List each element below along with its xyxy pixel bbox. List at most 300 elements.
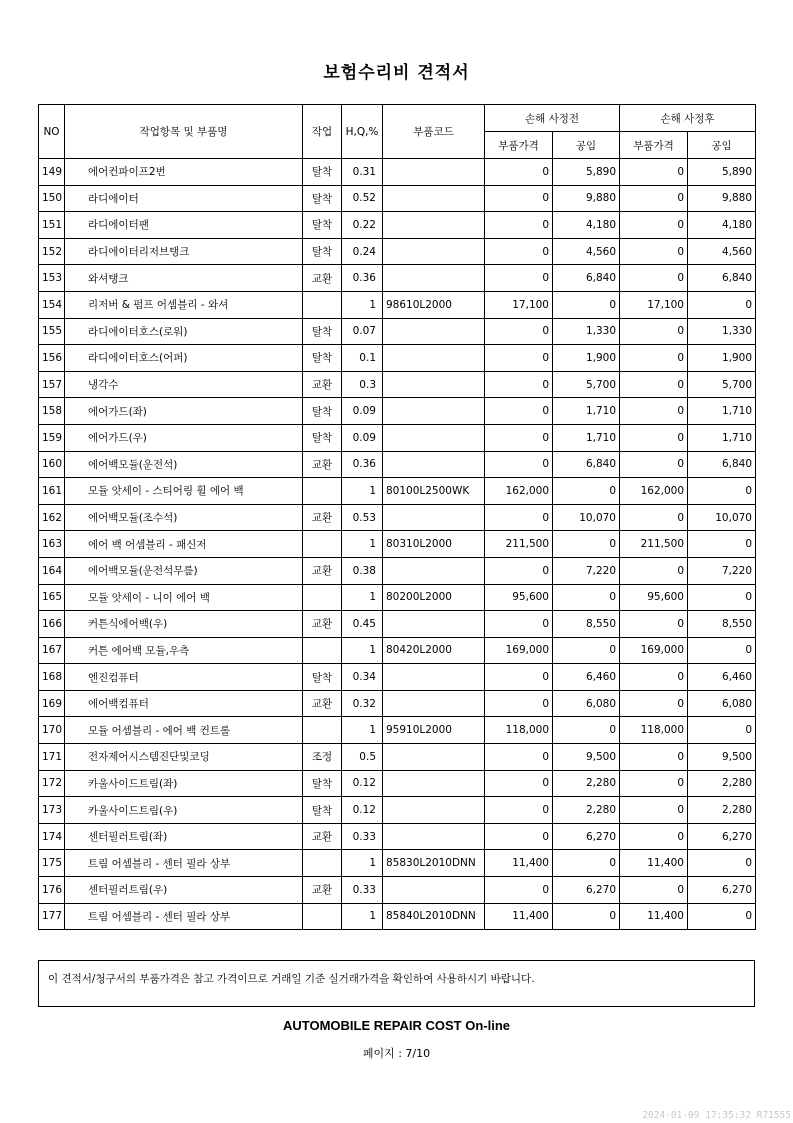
cell-work: 탈착: [303, 318, 342, 345]
cell-no: 171: [39, 744, 65, 771]
cell-after-labor: 6,080: [688, 690, 756, 717]
cell-before-labor: 7,220: [553, 557, 620, 584]
page-number: 페이지 : 7/10: [362, 1047, 431, 1060]
cell-after-labor: 1,900: [688, 345, 756, 372]
cell-before-labor: 6,080: [553, 690, 620, 717]
cell-before-labor: 2,280: [553, 770, 620, 797]
cell-hq: 0.12: [342, 770, 383, 797]
price-notice: 이 견적서/청구서의 부품가격은 참고 가격이므로 거래일 기준 실거래가격을 확인하여 사용하시기 바랍니다.: [38, 960, 755, 1007]
cell-item-name: 에어 백 어셈블리 - 패신저: [65, 531, 303, 558]
cell-before-labor: 10,070: [553, 504, 620, 531]
table-row: [39, 797, 756, 824]
cell-after-labor: 0: [688, 637, 756, 664]
cell-after-labor: 4,560: [688, 238, 756, 265]
cell-after-labor: 0: [688, 291, 756, 318]
cell-after-part-price: 0: [620, 744, 688, 771]
cell-before-labor: 6,270: [553, 877, 620, 904]
cell-before-labor: 5,890: [553, 159, 620, 186]
cell-after-labor: 1,710: [688, 398, 756, 425]
cell-after-part-price: 162,000: [620, 478, 688, 505]
table-row: [39, 637, 756, 664]
cell-after-labor: 9,500: [688, 744, 756, 771]
cell-before-labor: 5,700: [553, 371, 620, 398]
cell-item-name: 에어가드(좌): [65, 398, 303, 425]
cell-no: 175: [39, 850, 65, 877]
cell-work: [303, 291, 342, 318]
cell-after-part-price: 169,000: [620, 637, 688, 664]
cell-no: 165: [39, 584, 65, 611]
header-after-labor: 공임: [688, 132, 756, 159]
cell-before-part-price: 0: [485, 265, 553, 292]
cell-hq: 1: [342, 903, 383, 930]
cell-after-part-price: 0: [620, 371, 688, 398]
cell-hq: 0.09: [342, 424, 383, 451]
cell-no: 153: [39, 265, 65, 292]
cell-item-name: 라디에이터리저브탱크: [65, 238, 303, 265]
cell-work: 교환: [303, 877, 342, 904]
cell-after-labor: 9,880: [688, 185, 756, 212]
cell-after-labor: 1,330: [688, 318, 756, 345]
header-work: 작업: [303, 105, 342, 159]
cell-work: [303, 850, 342, 877]
cell-before-labor: 1,330: [553, 318, 620, 345]
table-row: [39, 664, 756, 691]
cell-after-part-price: 0: [620, 770, 688, 797]
cell-work: 교환: [303, 451, 342, 478]
cell-no: 173: [39, 797, 65, 824]
cell-work: 탈착: [303, 398, 342, 425]
cell-before-part-price: 211,500: [485, 531, 553, 558]
cell-before-part-price: 0: [485, 238, 553, 265]
cell-before-labor: 6,840: [553, 451, 620, 478]
cell-before-labor: 0: [553, 850, 620, 877]
cell-hq: 0.45: [342, 611, 383, 638]
table-row: [39, 318, 756, 345]
cell-part-code: [383, 877, 485, 904]
header-part-code: 부품코드: [383, 105, 485, 159]
cell-before-part-price: 0: [485, 159, 553, 186]
table-row: [39, 398, 756, 425]
cell-no: 161: [39, 478, 65, 505]
cell-after-labor: 7,220: [688, 557, 756, 584]
cell-work: 교환: [303, 823, 342, 850]
cell-after-part-price: 0: [620, 265, 688, 292]
table-row: [39, 877, 756, 904]
table-row: [39, 744, 756, 771]
table-row: [39, 212, 756, 239]
cell-part-code: [383, 212, 485, 239]
cell-no: 170: [39, 717, 65, 744]
cell-hq: 0.36: [342, 265, 383, 292]
header-before-labor: 공임: [553, 132, 620, 159]
cell-before-labor: 6,460: [553, 664, 620, 691]
cell-before-part-price: 169,000: [485, 637, 553, 664]
cell-before-labor: 6,270: [553, 823, 620, 850]
cell-before-part-price: 0: [485, 664, 553, 691]
cell-before-labor: 0: [553, 717, 620, 744]
cell-hq: 0.07: [342, 318, 383, 345]
cell-before-labor: 9,880: [553, 185, 620, 212]
cell-work: 교환: [303, 504, 342, 531]
cell-before-labor: 0: [553, 531, 620, 558]
cell-part-code: [383, 265, 485, 292]
cell-after-part-price: 0: [620, 504, 688, 531]
cell-part-code: [383, 611, 485, 638]
cell-after-part-price: 0: [620, 345, 688, 372]
cell-hq: 1: [342, 291, 383, 318]
cell-part-code: [383, 664, 485, 691]
estimate-table: [38, 104, 756, 930]
cell-item-name: 라디에이터팬: [65, 212, 303, 239]
cell-after-labor: 6,840: [688, 451, 756, 478]
cell-before-part-price: 0: [485, 398, 553, 425]
cell-after-part-price: 0: [620, 451, 688, 478]
cell-work: [303, 584, 342, 611]
cell-before-part-price: 0: [485, 823, 553, 850]
cell-hq: 0.5: [342, 744, 383, 771]
cell-item-name: 전자제어시스템진단및코딩: [65, 744, 303, 771]
table-row: [39, 903, 756, 930]
cell-work: 교환: [303, 265, 342, 292]
table-row: [39, 424, 756, 451]
cell-no: 166: [39, 611, 65, 638]
cell-hq: 1: [342, 637, 383, 664]
cell-before-labor: 4,560: [553, 238, 620, 265]
cell-after-labor: 6,270: [688, 877, 756, 904]
cell-before-labor: 2,280: [553, 797, 620, 824]
cell-after-part-price: 0: [620, 797, 688, 824]
cell-part-code: [383, 451, 485, 478]
cell-after-labor: 0: [688, 717, 756, 744]
cell-no: 167: [39, 637, 65, 664]
cell-hq: 0.52: [342, 185, 383, 212]
cell-item-name: 리저버 & 펌프 어셈블리 - 와셔: [65, 291, 303, 318]
cell-item-name: 카울사이드트림(좌): [65, 770, 303, 797]
table-row: [39, 478, 756, 505]
cell-item-name: 엔진컴퓨터: [65, 664, 303, 691]
cell-before-part-price: 0: [485, 690, 553, 717]
cell-part-code: [383, 770, 485, 797]
cell-work: 탈착: [303, 345, 342, 372]
cell-before-part-price: 0: [485, 185, 553, 212]
cell-before-part-price: 95,600: [485, 584, 553, 611]
cell-after-part-price: 0: [620, 398, 688, 425]
cell-no: 169: [39, 690, 65, 717]
table-row: [39, 238, 756, 265]
cell-hq: 1: [342, 478, 383, 505]
cell-item-name: 트림 어셈블리 - 센터 필라 상부: [65, 850, 303, 877]
cell-before-labor: 0: [553, 584, 620, 611]
cell-after-labor: 10,070: [688, 504, 756, 531]
cell-after-labor: 0: [688, 584, 756, 611]
cell-before-labor: 1,900: [553, 345, 620, 372]
cell-before-part-price: 17,100: [485, 291, 553, 318]
cell-work: 탈착: [303, 159, 342, 186]
cell-after-part-price: 0: [620, 424, 688, 451]
cell-before-part-price: 0: [485, 611, 553, 638]
cell-before-labor: 8,550: [553, 611, 620, 638]
cell-before-part-price: 0: [485, 371, 553, 398]
cell-no: 163: [39, 531, 65, 558]
cell-hq: 0.31: [342, 159, 383, 186]
cell-part-code: [383, 345, 485, 372]
cell-item-name: 냉각수: [65, 371, 303, 398]
document-title: 보험수리비 견적서: [323, 63, 470, 83]
cell-after-part-price: 0: [620, 664, 688, 691]
cell-before-part-price: 0: [485, 770, 553, 797]
cell-item-name: 와셔탱크: [65, 265, 303, 292]
cell-no: 172: [39, 770, 65, 797]
cell-item-name: 모듈 어셈블리 - 에어 백 컨트롤: [65, 717, 303, 744]
cell-after-part-price: 0: [620, 212, 688, 239]
cell-work: 교환: [303, 611, 342, 638]
cell-after-part-price: 0: [620, 611, 688, 638]
cell-no: 155: [39, 318, 65, 345]
cell-work: 탈착: [303, 770, 342, 797]
cell-after-labor: 0: [688, 903, 756, 930]
cell-part-code: [383, 238, 485, 265]
cell-hq: 0.24: [342, 238, 383, 265]
cell-no: 154: [39, 291, 65, 318]
table-row: [39, 185, 756, 212]
header-after-adjustment: 손해 사정후: [620, 105, 756, 132]
table-row: [39, 850, 756, 877]
header-item: 작업항목 및 부품명: [65, 105, 303, 159]
cell-after-labor: 6,270: [688, 823, 756, 850]
cell-hq: 1: [342, 584, 383, 611]
cell-item-name: 모듈 앗세이 - 니이 에어 백: [65, 584, 303, 611]
cell-after-part-price: 0: [620, 877, 688, 904]
cell-work: 탈착: [303, 664, 342, 691]
cell-work: 교환: [303, 371, 342, 398]
cell-before-labor: 1,710: [553, 424, 620, 451]
cell-before-part-price: 162,000: [485, 478, 553, 505]
cell-work: 탈착: [303, 238, 342, 265]
cell-item-name: 에어백모듈(조수석): [65, 504, 303, 531]
cell-before-labor: 6,840: [553, 265, 620, 292]
cell-part-code: 80420L2000: [383, 637, 485, 664]
cell-after-labor: 8,550: [688, 611, 756, 638]
cell-hq: 0.53: [342, 504, 383, 531]
cell-work: [303, 637, 342, 664]
header-hq: H,Q,%: [342, 105, 383, 159]
cell-part-code: [383, 398, 485, 425]
cell-part-code: [383, 185, 485, 212]
cell-hq: 0.09: [342, 398, 383, 425]
cell-before-part-price: 0: [485, 212, 553, 239]
cell-no: 160: [39, 451, 65, 478]
cell-item-name: 에어백모듈(운전석): [65, 451, 303, 478]
cell-part-code: [383, 504, 485, 531]
cell-after-labor: 2,280: [688, 770, 756, 797]
table-row: [39, 611, 756, 638]
cell-item-name: 센터필러트림(우): [65, 877, 303, 904]
cell-after-part-price: 17,100: [620, 291, 688, 318]
cell-hq: 0.12: [342, 797, 383, 824]
cell-before-part-price: 118,000: [485, 717, 553, 744]
cell-before-part-price: 0: [485, 797, 553, 824]
table-body: [39, 159, 756, 930]
cell-before-part-price: 0: [485, 424, 553, 451]
cell-no: 176: [39, 877, 65, 904]
cell-after-part-price: 11,400: [620, 903, 688, 930]
cell-work: 탈착: [303, 185, 342, 212]
cell-item-name: 에어백모듈(운전석무릎): [65, 557, 303, 584]
cell-before-part-price: 11,400: [485, 903, 553, 930]
cell-after-part-price: 95,600: [620, 584, 688, 611]
cell-part-code: [383, 371, 485, 398]
table-row: [39, 584, 756, 611]
table-row: [39, 557, 756, 584]
header-before-adjustment: 손해 사정전: [485, 105, 620, 132]
cell-before-labor: 0: [553, 903, 620, 930]
table-row: [39, 770, 756, 797]
cell-part-code: 80310L2000: [383, 531, 485, 558]
cell-no: 158: [39, 398, 65, 425]
cell-hq: 1: [342, 717, 383, 744]
cell-before-part-price: 0: [485, 345, 553, 372]
cell-hq: 1: [342, 850, 383, 877]
cell-hq: 0.36: [342, 451, 383, 478]
cell-hq: 0.34: [342, 664, 383, 691]
cell-before-part-price: 0: [485, 877, 553, 904]
table-row: [39, 291, 756, 318]
cell-no: 151: [39, 212, 65, 239]
cell-after-labor: 2,280: [688, 797, 756, 824]
cell-item-name: 에어백컴퓨터: [65, 690, 303, 717]
cell-before-labor: 0: [553, 478, 620, 505]
cell-work: 탈착: [303, 212, 342, 239]
cell-work: 조정: [303, 744, 342, 771]
table-row: [39, 265, 756, 292]
cell-hq: 0.32: [342, 690, 383, 717]
cell-item-name: 커튼식에어백(우): [65, 611, 303, 638]
cell-hq: 0.33: [342, 877, 383, 904]
cell-hq: 1: [342, 531, 383, 558]
cell-part-code: [383, 823, 485, 850]
cell-after-labor: 5,890: [688, 159, 756, 186]
cell-item-name: 라디에이터: [65, 185, 303, 212]
cell-before-labor: 4,180: [553, 212, 620, 239]
cell-after-part-price: 11,400: [620, 850, 688, 877]
table-row: [39, 159, 756, 186]
cell-hq: 0.1: [342, 345, 383, 372]
cell-hq: 0.3: [342, 371, 383, 398]
print-timestamp: 2024-01-09 17:35:32 R71555: [642, 1110, 791, 1121]
cell-item-name: 모듈 앗세이 - 스티어링 휠 에어 백: [65, 478, 303, 505]
cell-before-part-price: 0: [485, 318, 553, 345]
cell-before-part-price: 0: [485, 504, 553, 531]
cell-before-part-price: 0: [485, 451, 553, 478]
cell-part-code: [383, 424, 485, 451]
header-no: NO: [39, 105, 65, 159]
cell-after-part-price: 0: [620, 159, 688, 186]
table-row: [39, 690, 756, 717]
cell-after-labor: 6,840: [688, 265, 756, 292]
cell-item-name: 에어컨파이프2번: [65, 159, 303, 186]
cell-after-part-price: 0: [620, 238, 688, 265]
table-row: [39, 823, 756, 850]
cell-item-name: 카울사이드트림(우): [65, 797, 303, 824]
cell-no: 162: [39, 504, 65, 531]
cell-after-part-price: 0: [620, 823, 688, 850]
cell-after-labor: 0: [688, 531, 756, 558]
cell-part-code: [383, 159, 485, 186]
cell-after-part-price: 0: [620, 557, 688, 584]
cell-part-code: 80200L2000: [383, 584, 485, 611]
cell-after-part-price: 211,500: [620, 531, 688, 558]
cell-before-labor: 1,710: [553, 398, 620, 425]
cell-part-code: [383, 690, 485, 717]
cell-hq: 0.22: [342, 212, 383, 239]
table-row: [39, 504, 756, 531]
cell-after-labor: 4,180: [688, 212, 756, 239]
cell-no: 150: [39, 185, 65, 212]
cell-before-part-price: 0: [485, 744, 553, 771]
cell-work: 교환: [303, 557, 342, 584]
cell-work: 탈착: [303, 424, 342, 451]
cell-no: 149: [39, 159, 65, 186]
table-row: [39, 345, 756, 372]
cell-after-labor: 1,710: [688, 424, 756, 451]
cell-no: 177: [39, 903, 65, 930]
cell-before-part-price: 0: [485, 557, 553, 584]
cell-work: [303, 903, 342, 930]
table-row: [39, 371, 756, 398]
cell-before-labor: 0: [553, 637, 620, 664]
cell-item-name: 센터필러트림(좌): [65, 823, 303, 850]
cell-after-part-price: 0: [620, 185, 688, 212]
cell-part-code: 80100L2500WK: [383, 478, 485, 505]
cell-no: 159: [39, 424, 65, 451]
cell-hq: 0.33: [342, 823, 383, 850]
header-after-part-price: 부품가격: [620, 132, 688, 159]
cell-part-code: [383, 557, 485, 584]
footer-title: AUTOMOBILE REPAIR COST On-line: [282, 1018, 511, 1033]
cell-work: 교환: [303, 690, 342, 717]
cell-part-code: 85840L2010DNN: [383, 903, 485, 930]
cell-after-part-price: 118,000: [620, 717, 688, 744]
table-row: [39, 531, 756, 558]
cell-no: 168: [39, 664, 65, 691]
cell-after-labor: 0: [688, 478, 756, 505]
cell-after-labor: 5,700: [688, 371, 756, 398]
cell-part-code: 95910L2000: [383, 717, 485, 744]
cell-work: [303, 531, 342, 558]
cell-item-name: 라디에이터호스(로워): [65, 318, 303, 345]
header-before-part-price: 부품가격: [485, 132, 553, 159]
cell-before-labor: 9,500: [553, 744, 620, 771]
cell-no: 164: [39, 557, 65, 584]
cell-part-code: 85830L2010DNN: [383, 850, 485, 877]
cell-item-name: 커튼 에어백 모듈,우측: [65, 637, 303, 664]
cell-part-code: [383, 797, 485, 824]
cell-no: 156: [39, 345, 65, 372]
cell-after-part-price: 0: [620, 318, 688, 345]
cell-part-code: [383, 318, 485, 345]
cell-item-name: 라디에이터호스(어퍼): [65, 345, 303, 372]
cell-before-labor: 0: [553, 291, 620, 318]
table-row: [39, 451, 756, 478]
cell-after-part-price: 0: [620, 690, 688, 717]
cell-no: 157: [39, 371, 65, 398]
cell-hq: 0.38: [342, 557, 383, 584]
cell-no: 174: [39, 823, 65, 850]
cell-work: [303, 478, 342, 505]
cell-after-labor: 6,460: [688, 664, 756, 691]
cell-after-labor: 0: [688, 850, 756, 877]
cell-no: 152: [39, 238, 65, 265]
